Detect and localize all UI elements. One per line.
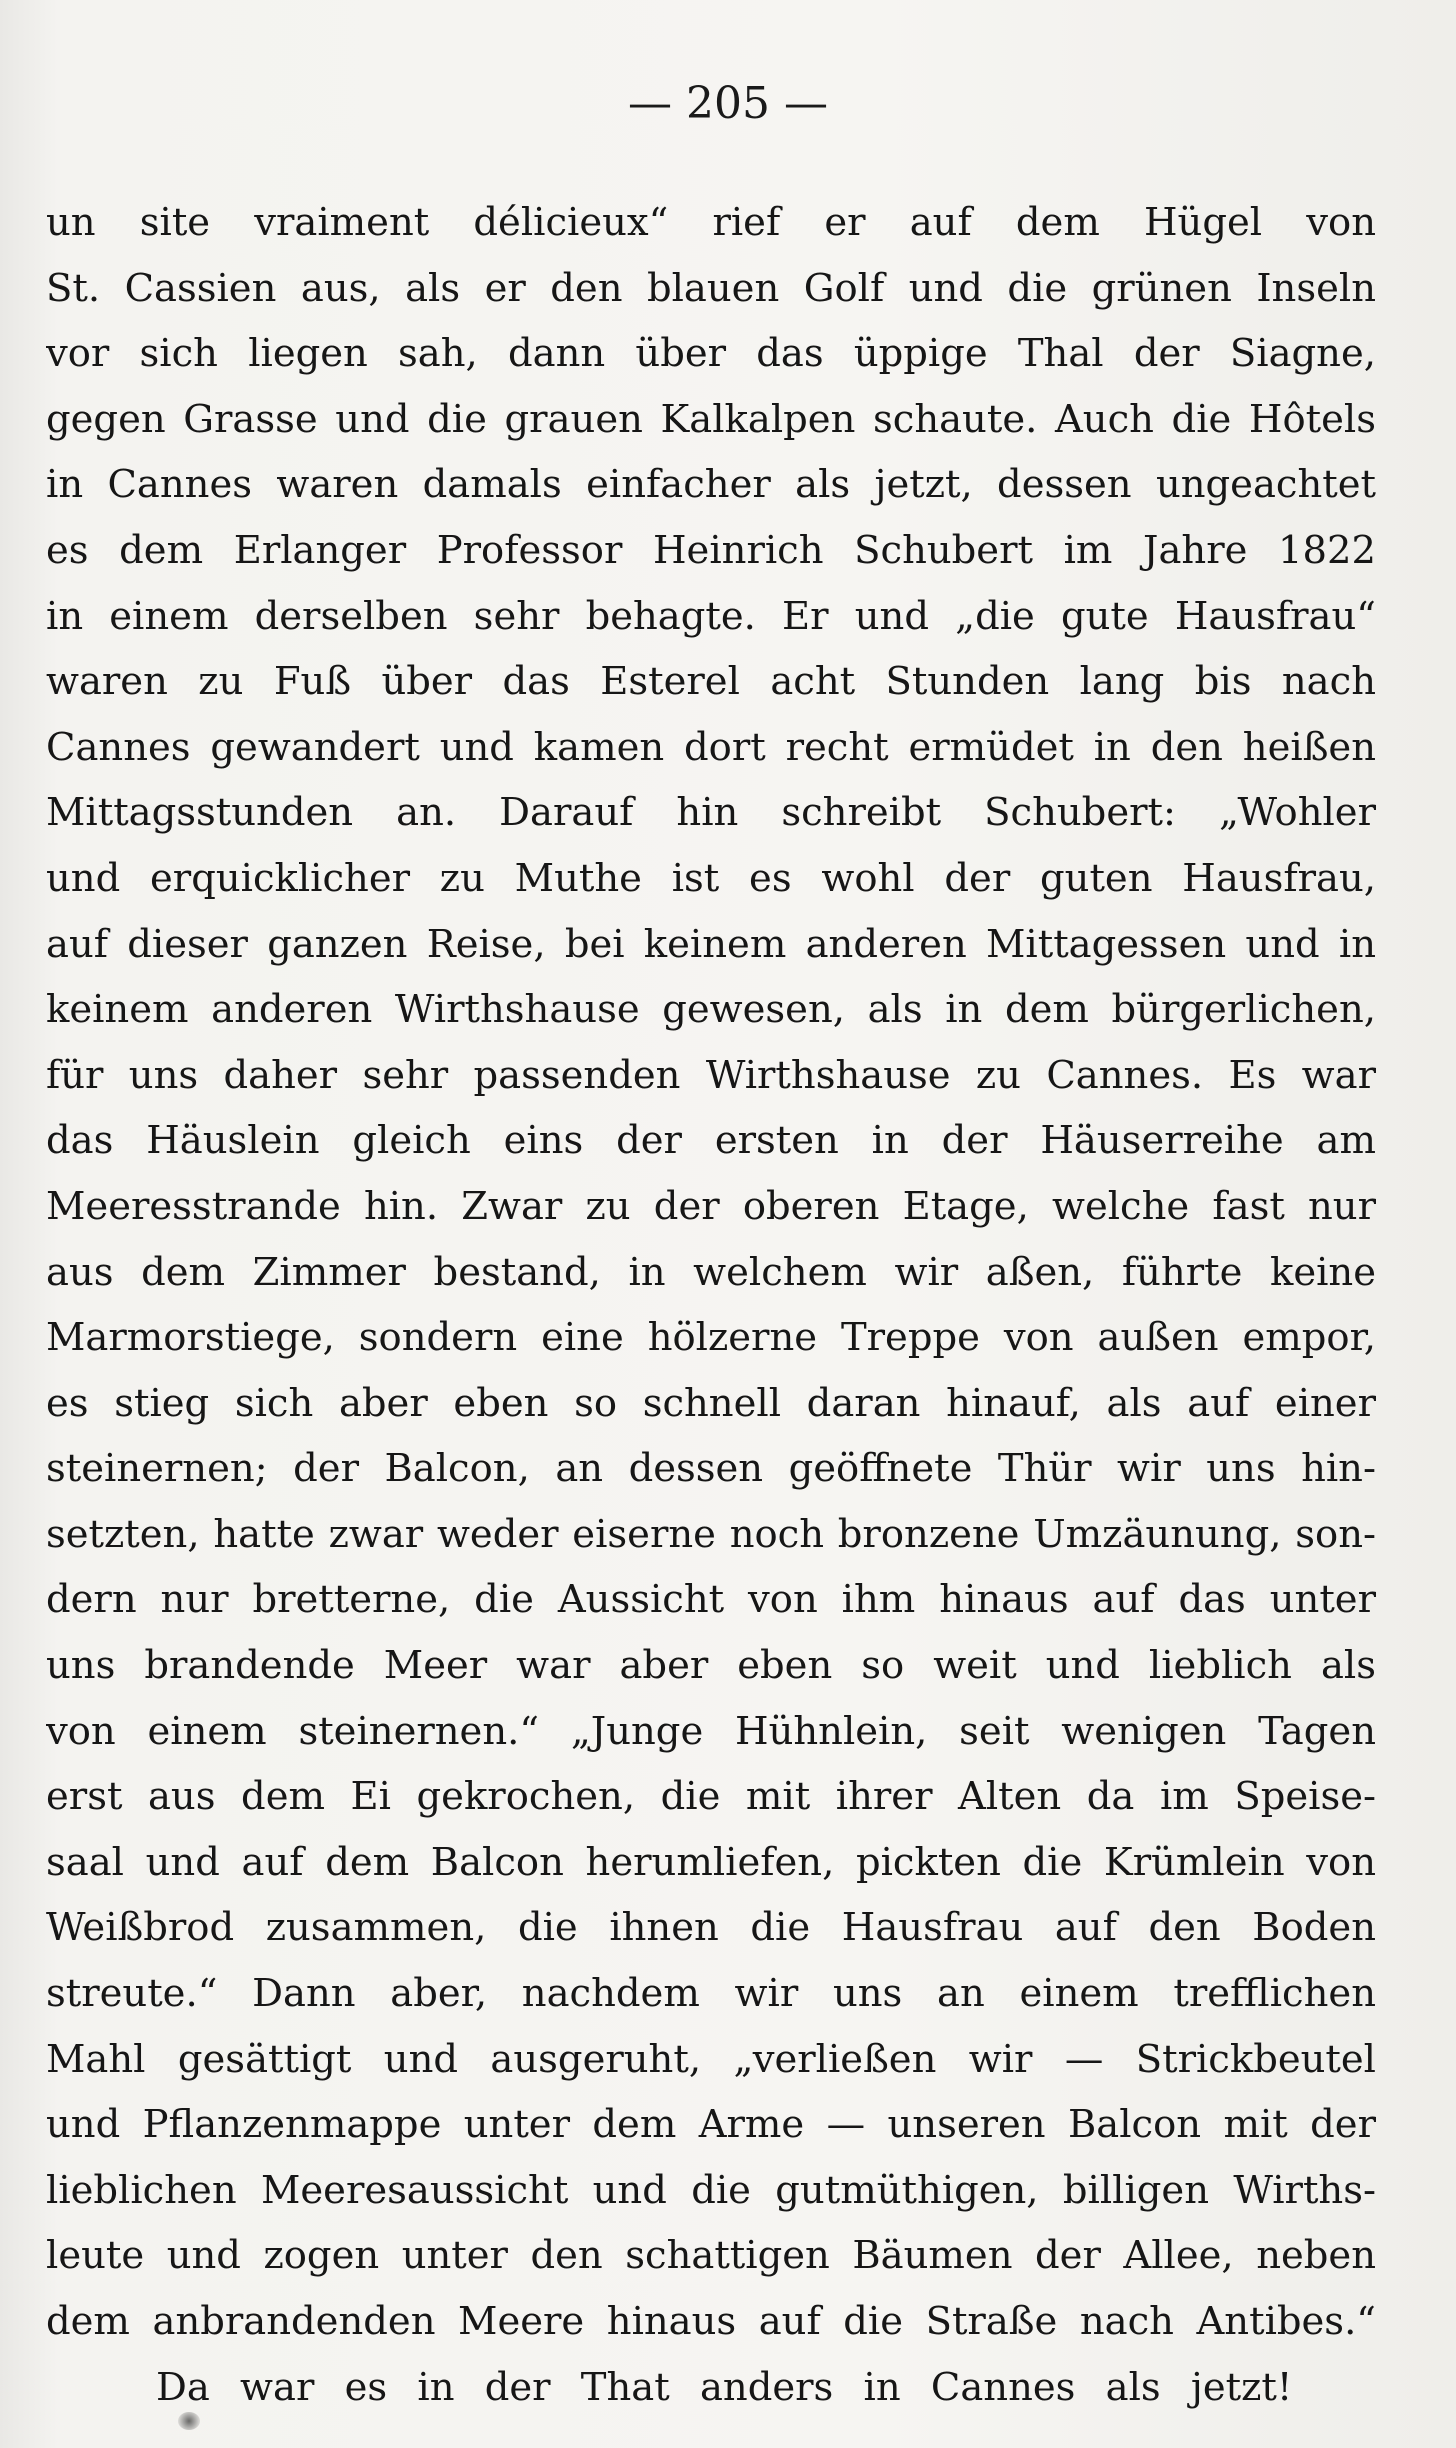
text-line: und Pflanzenmappe unter dem Arme — unseren Balcon mit der	[46, 2102, 1376, 2148]
text-line: es stieg sich aber eben so schnell daran hinauf, als auf einer	[46, 1380, 1376, 1426]
text-line: in einem derselben sehr behagte. Er und „die gute Hausfrau“	[46, 593, 1376, 639]
text-line: leute und zogen unter den schattigen Bäumen der Allee, neben	[46, 2233, 1376, 2279]
text-line: vor sich liegen sah, dann über das üppige Thal der Siagne,	[46, 331, 1376, 377]
text-line: auf dieser ganzen Reise, bei keinem anderen Mittagessen und in	[46, 921, 1376, 967]
text-line: von einem steinernen.“ „Junge Hühnlein, seit wenigen Tagen	[46, 1708, 1376, 1754]
text-line: dern nur bretterne, die Aussicht von ihm hinaus auf das unter	[46, 1577, 1376, 1623]
text-line: Cannes gewandert und kamen dort recht ermüdet in den heißen	[46, 724, 1376, 770]
text-line: für uns daher sehr passenden Wirthshause zu Cannes. Es war	[46, 1052, 1376, 1098]
text-line: gegen Grasse und die grauen Kalkalpen schaute. Auch die Hôtels	[46, 396, 1376, 442]
page-number: — 205 —	[628, 78, 828, 129]
text-line: St. Cassien aus, als er den blauen Golf und die grünen Inseln	[46, 265, 1376, 311]
text-line: erst aus dem Ei gekrochen, die mit ihrer Alten da im Speise-	[46, 1774, 1376, 1820]
text-line: Marmorstiege, sondern eine hölzerne Treppe von außen empor,	[46, 1315, 1376, 1361]
text-line: waren zu Fuß über das Esterel acht Stunden lang bis nach	[46, 659, 1376, 705]
text-line: setzten, hatte zwar weder eiserne noch bronzene Umzäunung, son-	[46, 1511, 1376, 1557]
text-line: saal und auf dem Balcon herumliefen, pickten die Krümlein von	[46, 1839, 1376, 1885]
text-line: steinernen; der Balcon, an dessen geöffnete Thür wir uns hin-	[46, 1446, 1376, 1492]
ink-smudge	[178, 2412, 200, 2430]
body-text	[46, 190, 1376, 2420]
text-line: un site vraiment délicieux“ rief er auf dem Hügel von	[46, 200, 1376, 245]
text-line: es dem Erlanger Professor Heinrich Schubert im Jahre 1822	[46, 527, 1376, 573]
text-line: dem anbrandenden Meere hinaus auf die Straße nach Antibes.“	[46, 2299, 1376, 2344]
text-line: Weißbrod zusammen, die ihnen die Hausfrau auf den Boden	[46, 1905, 1376, 1951]
paragraph-first-line: Da war es in der That anders in Cannes als jetzt!	[156, 2364, 1293, 2410]
text-line: uns brandende Meer war aber eben so weit und lieblich als	[46, 1643, 1376, 1689]
text-line: Mahl gesättigt und ausgeruht, „verließen wir — Strickbeutel	[46, 2036, 1376, 2082]
text-line: lieblichen Meeresaussicht und die gutmüthigen, billigen Wirths-	[46, 2167, 1376, 2213]
text-line: Meeresstrande hin. Zwar zu der oberen Etage, welche fast nur	[46, 1183, 1376, 1229]
text-line: aus dem Zimmer bestand, in welchem wir aßen, führte keine	[46, 1249, 1376, 1295]
text-line: keinem anderen Wirthshause gewesen, als in dem bürgerlichen,	[46, 987, 1376, 1033]
text-line: Mittagsstunden an. Darauf hin schreibt Schubert: „Wohler	[46, 790, 1376, 836]
text-line: streute.“ Dann aber, nachdem wir uns an einem trefflichen	[46, 1971, 1376, 2017]
text-line: das Häuslein gleich eins der ersten in der Häuserreihe am	[46, 1118, 1376, 1164]
text-line: und erquicklicher zu Muthe ist es wohl der guten Hausfrau,	[46, 855, 1376, 901]
text-line: in Cannes waren damals einfacher als jetzt, dessen ungeachtet	[46, 462, 1376, 508]
